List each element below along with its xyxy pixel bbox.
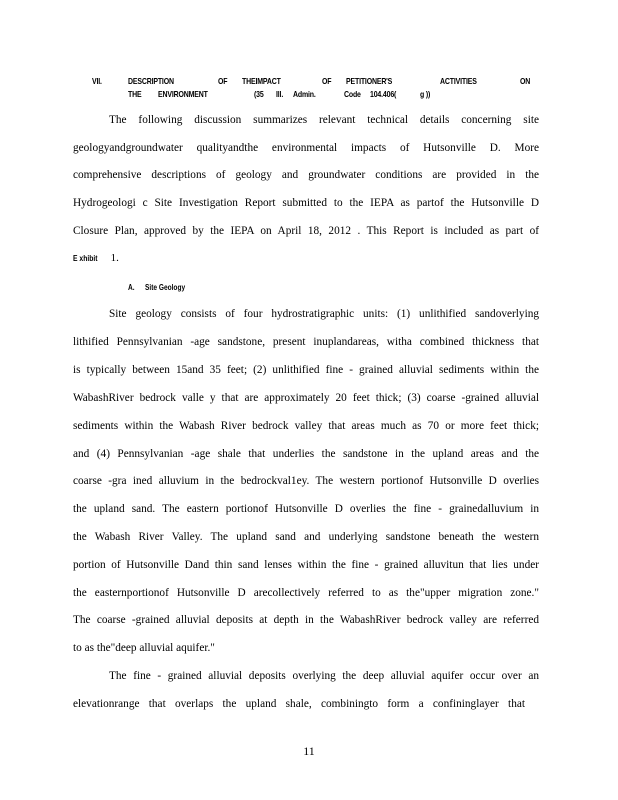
heading-word: ENVIRONMENT bbox=[158, 89, 208, 99]
text-line: and (4) Pennsylvanian -age shale that underlies the sandstone in the upland areas and the bbox=[73, 448, 539, 460]
heading-word: Ill. bbox=[276, 89, 284, 99]
text-line: WabashRiver bedrock valle y that are approximately 20 feet thick; (3) coarse -grained alluvial bbox=[73, 392, 539, 404]
text-line: lithified Pennsylvanian -age sandstone, present inuplandareas, witha combined thickness that bbox=[73, 336, 539, 348]
text-line: Closure Plan, approved by the IEPA on April 18, 2012 . This Report is included as part of bbox=[73, 225, 539, 237]
heading-word: (35 bbox=[254, 89, 264, 99]
text-line: The fine - grained alluvial deposits overlying the deep alluvial aquifer occur over an bbox=[109, 670, 539, 682]
text-line: Site geology consists of four hydrostratigraphic units: (1) unlithified sandoverlying bbox=[109, 308, 539, 320]
text-line: coarse -gra ined alluvium in the bedrockval1ey. The western portionof Hutsonville D overlies bbox=[73, 475, 539, 487]
heading-word: 104.406( bbox=[370, 89, 397, 99]
heading-word: ACTIVITIES bbox=[440, 76, 477, 86]
page-number: 11 bbox=[303, 744, 315, 758]
text-line: elevationrange that overlaps the upland shale, combiningto form a confininglayer that bbox=[73, 698, 525, 710]
exhibit-label: E xhibit bbox=[73, 254, 98, 263]
heading-word: DESCRIPTION bbox=[128, 76, 174, 86]
text-line: portion of Hutsonville Dand thin sand lenses within the fine - grained alluvitun that lies under bbox=[73, 559, 539, 571]
subsection-letter: A. bbox=[128, 283, 135, 292]
exhibit-number: 1. bbox=[110, 252, 119, 264]
text-line: is typically between 15and 35 feet; (2) unlithified fine - grained alluvial sediments within the bbox=[73, 364, 539, 376]
heading-roman: VII. bbox=[92, 76, 102, 86]
text-line: the Wabash River Valley. The upland sand and underlying sandstone beneath the western bbox=[73, 531, 539, 543]
heading-word: g )) bbox=[420, 89, 431, 99]
text-line: The following discussion summarizes relevant technical details concerning site bbox=[109, 114, 539, 126]
text-line: the easternportionof Hutsonville D arecollectively referred to as the"upper migration zone." bbox=[73, 587, 539, 599]
heading-word: Admin. bbox=[293, 89, 316, 99]
text-line: the upland sand. The eastern portionof Hutsonville D overlies the fine - grainedalluvium in bbox=[73, 503, 539, 515]
text-line: to as the"deep alluvial aquifer." bbox=[73, 642, 215, 654]
heading-word: OF bbox=[218, 76, 228, 86]
text-line: The coarse -grained alluvial deposits at depth in the WabashRiver bedrock valley are referred bbox=[73, 614, 539, 626]
heading-word: OF bbox=[322, 76, 332, 86]
heading-word: THE bbox=[128, 89, 142, 99]
text-line: geologyandgroundwater qualityandthe environmental impacts of Hutsonville D. More bbox=[73, 142, 539, 154]
exhibit-reference bbox=[73, 252, 119, 264]
heading-word: PETITIONER'S bbox=[346, 76, 393, 86]
text-line: sediments within the Wabash River bedrock valley that areas much as 70 or more feet thick; bbox=[73, 420, 539, 432]
heading-word: ON bbox=[520, 76, 531, 86]
subsection-title: Site Geology bbox=[145, 283, 186, 292]
heading-word: THEIMPACT bbox=[242, 76, 281, 86]
text-line: Hydrogeologi c Site Investigation Report submitted to the IEPA as partof the Hutsonville D bbox=[73, 197, 539, 209]
text-line: comprehensive descriptions of geology and groundwater conditions are provided in the bbox=[73, 169, 539, 181]
heading-word: Code bbox=[344, 89, 361, 99]
